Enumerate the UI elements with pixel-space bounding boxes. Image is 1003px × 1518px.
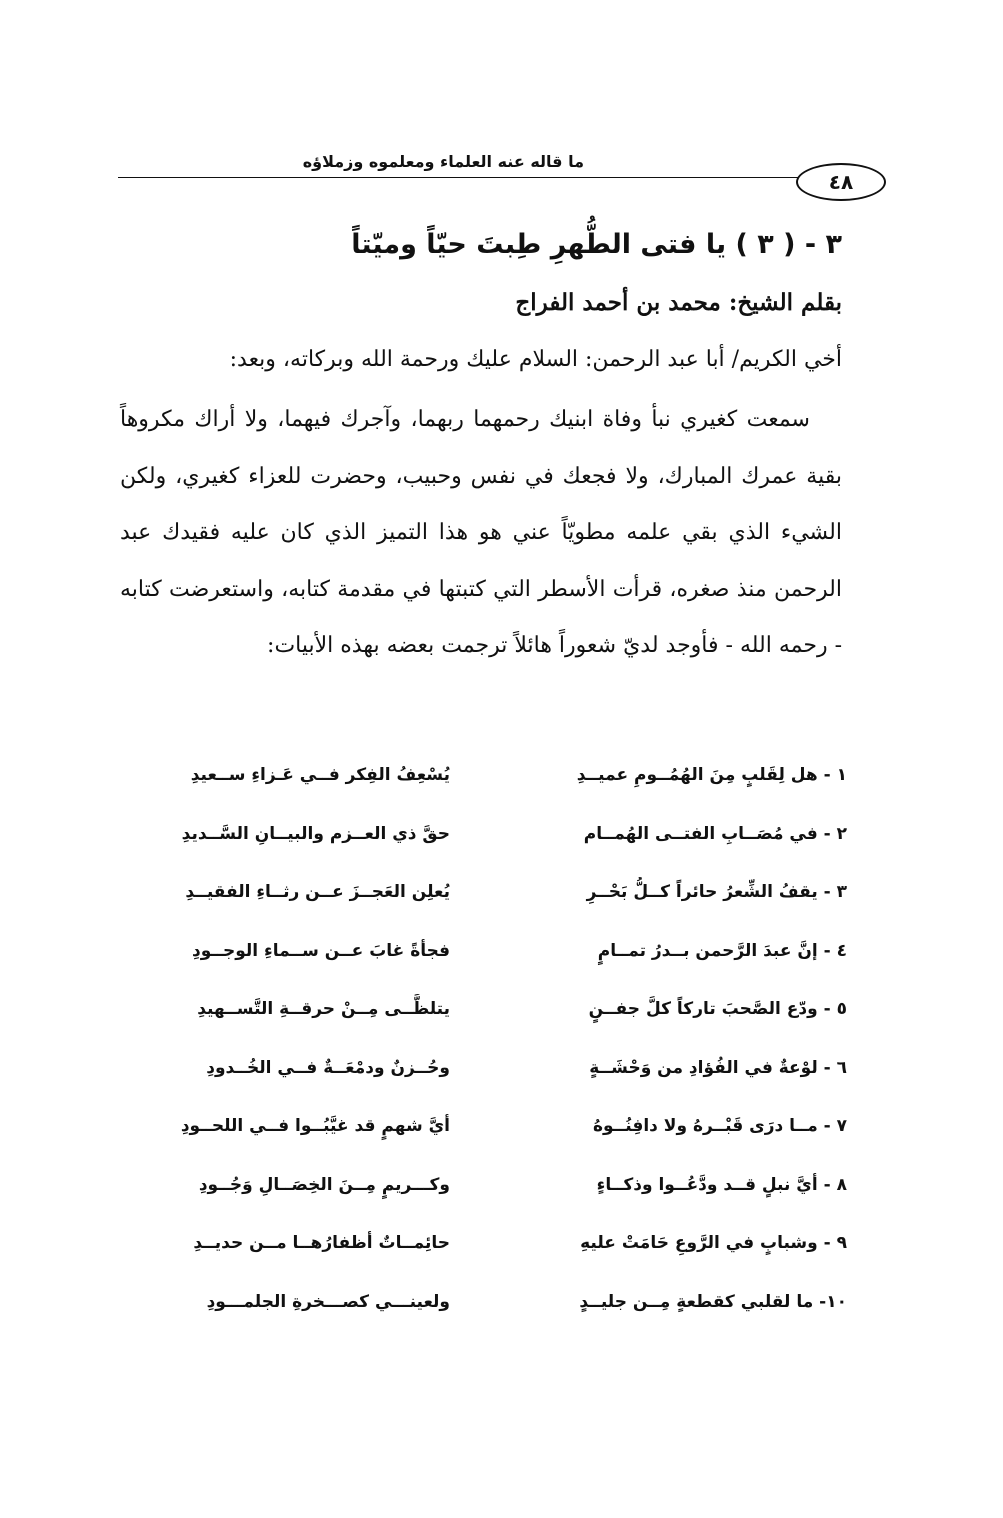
poem-first-hemistich: ٢ - في مُصَــابِ الفتــى الهُمــام	[583, 823, 847, 844]
poem-second-hemistich: حقَّ ذي العــزم والبيــانِ السَّــديدِ	[181, 823, 450, 844]
poem-first-hemistich: ١ - هل لِقَلبٍ مِنَ الهُمُــومِ عميــدِ	[576, 765, 847, 785]
poem-line	[120, 1053, 847, 1112]
poem-line	[120, 1111, 847, 1170]
poem-first-hemistich: ٤ - إنَّ عبدَ الرَّحمن بــدرُ تمــامٍ	[597, 940, 847, 961]
poem-first-hemistich: ١٠- ما لقلبي كقطعةٍ مِــن جليــدٍ	[579, 1291, 847, 1312]
running-title: ما قاله عنه العلماء ومعلموه وزملاؤه	[302, 152, 584, 171]
page-header	[118, 150, 878, 198]
poem-line	[120, 1287, 847, 1346]
poem-line	[120, 819, 847, 878]
poem-second-hemistich: حائِمــاتٌ أظفارُهــا مــن حديــدِ	[193, 1233, 450, 1253]
poem-first-hemistich: ٨ - أيَّ نبلٍ قــد ودَّعُــوا وذكــاءٍ	[596, 1174, 847, 1195]
body-paragraph: سمعت كغيري نبأ وفاة ابنيك رحمهما ربهما، وآجرك فيهما، ولا أراك مكروهاً بقية عمرك المبارك، ولا فجعك في نفس وحبيب، وحضرت للعزاء كغيري، ولكن الشيء الذي بقي علمه مطويّاً عني هو هذا التميز الذي كان عليه فقيدك عبد الرحمن منذ صغره، قرأت الأسطر التي كتبتها في مقدمة كتابه، واستعرضت كتابه - رحمه الله - فأوجد لديّ شعوراً هائلاً ترجمت بعضه بهذه الأبيات:	[120, 407, 842, 658]
poem-first-hemistich: ٩ - وشبابٍ في الرَّوعِ حَامَتْ عليهِ	[580, 1233, 847, 1253]
poem-second-hemistich: يُعلِن العَجــزَ عــن رثــاءِ الفقيــدِ	[185, 882, 450, 902]
poem-second-hemistich: وكـــريمٍ مِــنَ الخِصَــالِ وَجُــودِ	[198, 1174, 450, 1195]
poem-second-hemistich: يتلظَّــى مِــنْ حرقــةِ التَّســهيدِ	[197, 999, 450, 1019]
header-rule	[118, 177, 878, 178]
poem-second-hemistich: ولعينـــي كصـــخرةِ الجلمـــودِ	[206, 1291, 450, 1312]
poem-first-hemistich: ٦ - لوْعةٌ في الفُؤادِ من وَحْشَــةٍ	[589, 1057, 847, 1078]
author-byline: بقلم الشيخ: محمد بن أحمد الفراج	[515, 289, 842, 316]
poem-second-hemistich: يُسْعِفُ الفِكر فــي عَـزاءِ ســعيدِ	[190, 765, 450, 785]
poem-second-hemistich: فجأةً غابَ عــن ســماءِ الوجــودِ	[191, 940, 450, 961]
section-title: ٣ - ( ٣ ) يا فتى الطُّهرِ طِبتَ حيّاً وميّتاً	[351, 229, 842, 260]
poem-line	[120, 1228, 847, 1287]
poem-second-hemistich: أيَّ شهمٍ قد غيَّبُــوا فــي اللحــودِ	[180, 1116, 450, 1136]
salutation: أخي الكريم/ أبا عبد الرحمن: السلام عليك ورحمة الله وبركاته، وبعد:	[229, 347, 842, 372]
page-number: ٤٨	[796, 163, 886, 201]
poem	[120, 760, 847, 1345]
main-content	[120, 225, 842, 697]
poem-first-hemistich: ٥ - ودّع الصَّحبَ تاركاً كلَّ جفــنٍ	[588, 999, 847, 1019]
poem-first-hemistich: ٣ - يقفُ الشِّعرُ حائراً كــلُّ بَحْــرِ	[586, 882, 847, 902]
poem-first-hemistich: ٧ - مــا درَى قَبْــرهُ ولا دافِنُــوهُ	[592, 1116, 847, 1136]
poem-line	[120, 1170, 847, 1229]
poem-second-hemistich: وحُــزنٌ ودمْعَــةٌ فــي الخُــدودِ	[206, 1057, 450, 1078]
poem-line	[120, 994, 847, 1053]
poem-line	[120, 936, 847, 995]
poem-line	[120, 877, 847, 936]
poem-line	[120, 760, 847, 819]
